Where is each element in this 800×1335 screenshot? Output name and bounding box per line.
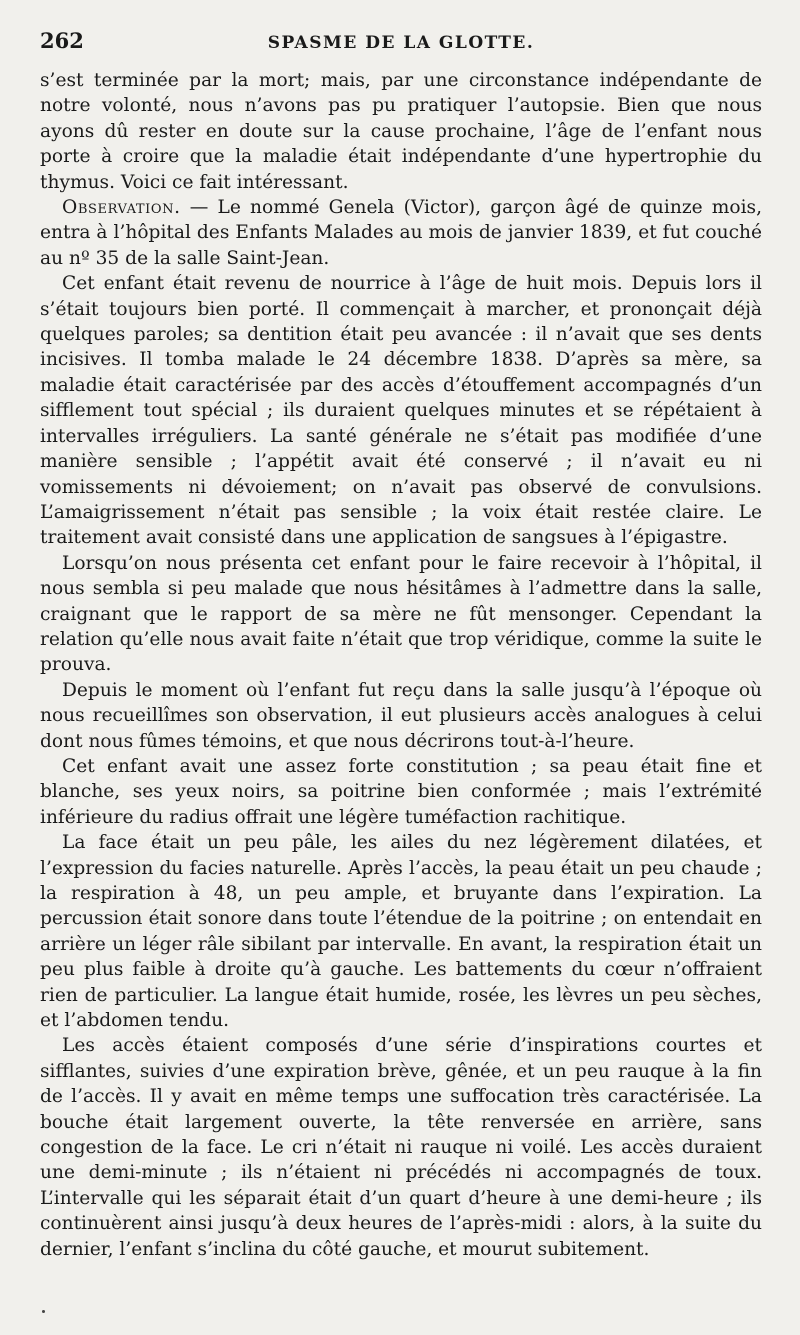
running-title: SPASME DE LA GLOTTE. (267, 33, 535, 53)
paragraph-text: s’est terminée par la mort; mais, par une circonstance indépendante de notre volonté, nous n’avons pas pu pratiquer l’autopsie. Bien que nous ayons dû rester en doute sur la cause prochaine, l’âge de l’enfant nous porte à croire que la maladie était indépendante d’une hypertrophie du thymus. Voici ce fait intéressant. (40, 70, 762, 193)
paragraph-continuation (40, 68, 762, 195)
paragraph-text: Depuis le moment où l’enfant fut reçu dans la salle jusqu’à l’époque où nous recueillîmes son observation, il eut plusieurs accès analogues à celui dont nous fûmes témoins, et que nous décrirons tout-à-l’heure. (40, 679, 762, 752)
paragraph-text: La face était un peu pâle, les ailes du nez légèrement dilatées, et l’expression du facies naturelle. Après l’accès, la peau était un peu chaude ; la respiration à 48, un peu ample, et bruyante dans l’expiration. La percussion était sonore dans toute l’étendue de la poitrine ; on entendait en arrière un léger râle sibilant par intervalle. En avant, la respiration était un peu plus faible à droite qu’à gauche. Les battements du cœur n’offraient rien de particulier. La langue était humide, rosée, les lèvres un peu sèches, et l’abdomen tendu. (40, 832, 762, 1032)
paragraph (40, 551, 762, 678)
print-mark (42, 1310, 45, 1313)
page-header (40, 28, 762, 68)
paragraph (40, 1033, 762, 1262)
paragraph (40, 271, 762, 550)
paragraph-text: Les accès étaient composés d’une série d’inspirations courtes et sifflantes, suivies d’une expiration brève, gênée, et un peu rauque à la fin de l’accès. Il y avait en même temps une suffocation très caractérisée. La bouche était largement ouverte, la tête renversée en arrière, sans congestion de la face. Le cri n’était ni rauque ni voilé. Les accès duraient une demi-minute ; ils n’étaient ni précédés ni accompagnés de toux. L’intervalle qui les séparait était d’un quart d’heure à une demi-heure ; ils continuèrent ainsi jusqu’à deux heures de l’après-midi : alors, à la suite du dernier, l’enfant s’inclina du côté gauche, et mourut subitement. (40, 1035, 762, 1260)
paragraph-text: Cet enfant avait une assez forte constitution ; sa peau était fine et blanche, ses yeux noirs, sa poitrine bien conformée ; mais l’extrémité inférieure du radius offrait une légère tuméfaction rachitique. (40, 755, 762, 828)
paragraph-text: Cet enfant était revenu de nourrice à l’âge de huit mois. Depuis lors il s’était toujours bien porté. Il commençait à marcher, et prononçait déjà quelques paroles; sa dentition était peu avancée : il n’avait que ses dents incisives. Il tomba malade le 24 décembre 1838. D’après sa mère, sa maladie était caractérisée par des accès d’étouffement accompagnés d’un sifflement tout spécial ; ils duraient quelques minutes et se répétaient à intervalles irréguliers. La santé générale ne s’était pas modifiée d’une manière sensible ; l’appétit avait été conservé ; il n’avait eu ni vomissements ni dévoiement; on n’avait pas observé de convulsions. L’amaigrissement n’était pas sensible ; la voix était restée claire. Le traitement avait consisté dans une application de sangsues à l’épigastre. (40, 273, 762, 549)
paragraph (40, 754, 762, 830)
observation-label: Observation. (62, 197, 181, 219)
paragraph (40, 678, 762, 754)
paragraph-text: — Le nommé Genela (Victor), garçon âgé de quinze mois, entra à l’hôpital des Enfants Malades au mois de janvier 1839, et fut couché au nº 35 de la salle Saint-Jean. (40, 197, 762, 269)
body-text (40, 68, 762, 1262)
paragraph (40, 830, 762, 1033)
page-number: 262 (40, 28, 84, 53)
paragraph-text: Lorsqu’on nous présenta cet enfant pour le faire recevoir à l’hôpital, il nous sembla si peu malade que nous hésitâmes à l’admettre dans la salle, craignant que le rapport de sa mère ne fût mensonger. Cependant la relation qu’elle nous avait faite n’était que trop véridique, comme la suite le prouva. (40, 552, 762, 676)
paragraph-observation (40, 195, 762, 271)
